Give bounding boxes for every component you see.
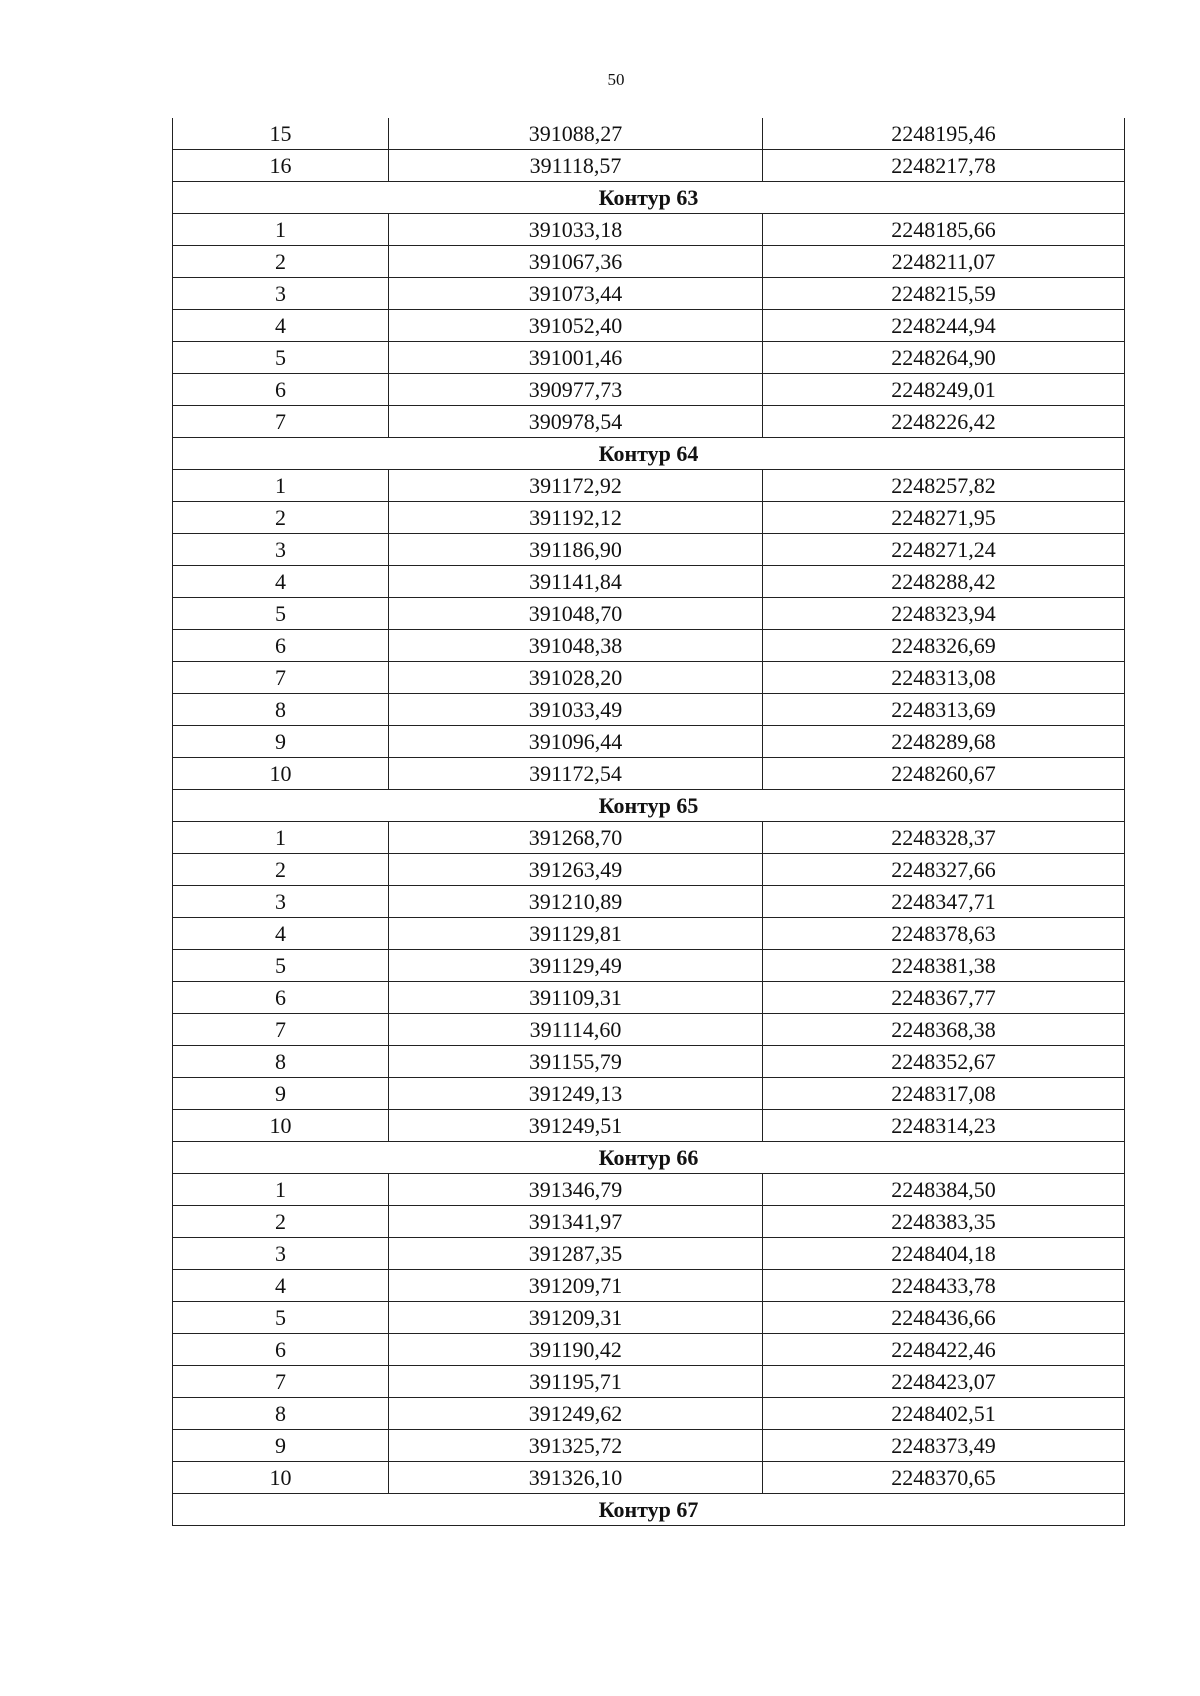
x-coordinate-cell: 391088,27: [389, 118, 763, 150]
table-row: [173, 1462, 1125, 1494]
y-coordinate-cell: 2248249,01: [763, 374, 1125, 406]
contour-title: Контур 63: [173, 182, 1125, 214]
point-number-cell: 6: [173, 374, 389, 406]
y-coordinate-cell: 2248211,07: [763, 246, 1125, 278]
table-row: [173, 982, 1125, 1014]
y-coordinate-cell: 2248402,51: [763, 1398, 1125, 1430]
x-coordinate-cell: 391172,54: [389, 758, 763, 790]
x-coordinate-cell: 391186,90: [389, 534, 763, 566]
table-row: [173, 470, 1125, 502]
x-coordinate-cell: 391118,57: [389, 150, 763, 182]
x-coordinate-cell: 391155,79: [389, 1046, 763, 1078]
x-coordinate-cell: 391346,79: [389, 1174, 763, 1206]
x-coordinate-cell: 391209,31: [389, 1302, 763, 1334]
x-coordinate-cell: 391129,81: [389, 918, 763, 950]
point-number-cell: 1: [173, 1174, 389, 1206]
table-row: [173, 310, 1125, 342]
x-coordinate-cell: 391096,44: [389, 726, 763, 758]
y-coordinate-cell: 2248271,24: [763, 534, 1125, 566]
y-coordinate-cell: 2248327,66: [763, 854, 1125, 886]
x-coordinate-cell: 391033,49: [389, 694, 763, 726]
x-coordinate-cell: 391249,13: [389, 1078, 763, 1110]
y-coordinate-cell: 2248317,08: [763, 1078, 1125, 1110]
point-number-cell: 10: [173, 1462, 389, 1494]
y-coordinate-cell: 2248226,42: [763, 406, 1125, 438]
point-number-cell: 6: [173, 982, 389, 1014]
table-row: [173, 1046, 1125, 1078]
table-row: [173, 1206, 1125, 1238]
table-row: [173, 278, 1125, 310]
y-coordinate-cell: 2248436,66: [763, 1302, 1125, 1334]
y-coordinate-cell: 2248215,59: [763, 278, 1125, 310]
table-row: [173, 246, 1125, 278]
point-number-cell: 3: [173, 886, 389, 918]
point-number-cell: 3: [173, 534, 389, 566]
x-coordinate-cell: 391341,97: [389, 1206, 763, 1238]
x-coordinate-cell: 391287,35: [389, 1238, 763, 1270]
table-row: [173, 1430, 1125, 1462]
x-coordinate-cell: 391172,92: [389, 470, 763, 502]
table-row: [173, 1270, 1125, 1302]
contour-header-row: [173, 182, 1125, 214]
y-coordinate-cell: 2248352,67: [763, 1046, 1125, 1078]
x-coordinate-cell: 391129,49: [389, 950, 763, 982]
point-number-cell: 4: [173, 918, 389, 950]
point-number-cell: 2: [173, 854, 389, 886]
x-coordinate-cell: 391209,71: [389, 1270, 763, 1302]
x-coordinate-cell: 391073,44: [389, 278, 763, 310]
x-coordinate-cell: 391028,20: [389, 662, 763, 694]
table-row: [173, 1334, 1125, 1366]
y-coordinate-cell: 2248367,77: [763, 982, 1125, 1014]
point-number-cell: 8: [173, 694, 389, 726]
y-coordinate-cell: 2248217,78: [763, 150, 1125, 182]
contour-title: Контур 65: [173, 790, 1125, 822]
y-coordinate-cell: 2248378,63: [763, 918, 1125, 950]
y-coordinate-cell: 2248323,94: [763, 598, 1125, 630]
y-coordinate-cell: 2248185,66: [763, 214, 1125, 246]
y-coordinate-cell: 2248257,82: [763, 470, 1125, 502]
x-coordinate-cell: 391325,72: [389, 1430, 763, 1462]
point-number-cell: 2: [173, 1206, 389, 1238]
x-coordinate-cell: 391048,70: [389, 598, 763, 630]
x-coordinate-cell: 391195,71: [389, 1366, 763, 1398]
point-number-cell: 4: [173, 310, 389, 342]
x-coordinate-cell: 391001,46: [389, 342, 763, 374]
y-coordinate-cell: 2248383,35: [763, 1206, 1125, 1238]
contour-header-row: [173, 790, 1125, 822]
table-row: [173, 598, 1125, 630]
y-coordinate-cell: 2248313,08: [763, 662, 1125, 694]
table-row: [173, 1366, 1125, 1398]
contour-header-row: [173, 1494, 1125, 1526]
table-row: [173, 854, 1125, 886]
point-number-cell: 7: [173, 406, 389, 438]
y-coordinate-cell: 2248244,94: [763, 310, 1125, 342]
point-number-cell: 10: [173, 758, 389, 790]
x-coordinate-cell: 391192,12: [389, 502, 763, 534]
table-row: [173, 1014, 1125, 1046]
x-coordinate-cell: 391263,49: [389, 854, 763, 886]
table-row: [173, 214, 1125, 246]
table-row: [173, 950, 1125, 982]
y-coordinate-cell: 2248314,23: [763, 1110, 1125, 1142]
point-number-cell: 4: [173, 1270, 389, 1302]
y-coordinate-cell: 2248264,90: [763, 342, 1125, 374]
table-row: [173, 1398, 1125, 1430]
table-row: [173, 726, 1125, 758]
table-row: [173, 662, 1125, 694]
point-number-cell: 1: [173, 822, 389, 854]
contour-title: Контур 64: [173, 438, 1125, 470]
x-coordinate-cell: 391052,40: [389, 310, 763, 342]
table-row: [173, 1302, 1125, 1334]
point-number-cell: 5: [173, 950, 389, 982]
table-row: [173, 630, 1125, 662]
point-number-cell: 8: [173, 1398, 389, 1430]
x-coordinate-cell: 391141,84: [389, 566, 763, 598]
table-row: [173, 534, 1125, 566]
point-number-cell: 9: [173, 1078, 389, 1110]
y-coordinate-cell: 2248288,42: [763, 566, 1125, 598]
table-row: [173, 342, 1125, 374]
contour-header-row: [173, 1142, 1125, 1174]
point-number-cell: 7: [173, 1014, 389, 1046]
point-number-cell: 5: [173, 1302, 389, 1334]
point-number-cell: 4: [173, 566, 389, 598]
y-coordinate-cell: 2248195,46: [763, 118, 1125, 150]
x-coordinate-cell: 391033,18: [389, 214, 763, 246]
table-row: [173, 1174, 1125, 1206]
x-coordinate-cell: 390978,54: [389, 406, 763, 438]
contour-header-row: [173, 438, 1125, 470]
y-coordinate-cell: 2248289,68: [763, 726, 1125, 758]
y-coordinate-cell: 2248433,78: [763, 1270, 1125, 1302]
point-number-cell: 5: [173, 342, 389, 374]
x-coordinate-cell: 391210,89: [389, 886, 763, 918]
y-coordinate-cell: 2248328,37: [763, 822, 1125, 854]
x-coordinate-cell: 391048,38: [389, 630, 763, 662]
y-coordinate-cell: 2248313,69: [763, 694, 1125, 726]
point-number-cell: 9: [173, 726, 389, 758]
table-row: [173, 758, 1125, 790]
point-number-cell: 1: [173, 470, 389, 502]
table-row: [173, 822, 1125, 854]
y-coordinate-cell: 2248271,95: [763, 502, 1125, 534]
point-number-cell: 7: [173, 1366, 389, 1398]
contour-title: Контур 67: [173, 1494, 1125, 1526]
table-row: [173, 118, 1125, 150]
x-coordinate-cell: 391109,31: [389, 982, 763, 1014]
table-row: [173, 150, 1125, 182]
x-coordinate-cell: 391326,10: [389, 1462, 763, 1494]
y-coordinate-cell: 2248384,50: [763, 1174, 1125, 1206]
point-number-cell: 7: [173, 662, 389, 694]
point-number-cell: 10: [173, 1110, 389, 1142]
table-row: [173, 374, 1125, 406]
point-number-cell: 16: [173, 150, 389, 182]
contour-title: Контур 66: [173, 1142, 1125, 1174]
point-number-cell: 3: [173, 278, 389, 310]
y-coordinate-cell: 2248423,07: [763, 1366, 1125, 1398]
point-number-cell: 2: [173, 502, 389, 534]
y-coordinate-cell: 2248381,38: [763, 950, 1125, 982]
y-coordinate-cell: 2248422,46: [763, 1334, 1125, 1366]
x-coordinate-cell: 391114,60: [389, 1014, 763, 1046]
page-number: 50: [607, 70, 625, 89]
table-row: [173, 694, 1125, 726]
x-coordinate-cell: 391268,70: [389, 822, 763, 854]
table-row: [173, 1238, 1125, 1270]
table-row: [173, 918, 1125, 950]
table-row: [173, 1110, 1125, 1142]
table-row: [173, 566, 1125, 598]
y-coordinate-cell: 2248404,18: [763, 1238, 1125, 1270]
point-number-cell: 1: [173, 214, 389, 246]
coordinates-table-body: [173, 118, 1125, 1526]
x-coordinate-cell: 390977,73: [389, 374, 763, 406]
x-coordinate-cell: 391249,62: [389, 1398, 763, 1430]
point-number-cell: 3: [173, 1238, 389, 1270]
y-coordinate-cell: 2248326,69: [763, 630, 1125, 662]
table-row: [173, 406, 1125, 438]
coordinates-table: [172, 118, 1125, 1526]
point-number-cell: 15: [173, 118, 389, 150]
y-coordinate-cell: 2248370,65: [763, 1462, 1125, 1494]
y-coordinate-cell: 2248260,67: [763, 758, 1125, 790]
table-row: [173, 886, 1125, 918]
point-number-cell: 5: [173, 598, 389, 630]
point-number-cell: 6: [173, 1334, 389, 1366]
table-row: [173, 1078, 1125, 1110]
x-coordinate-cell: 391190,42: [389, 1334, 763, 1366]
table-row: [173, 502, 1125, 534]
point-number-cell: 9: [173, 1430, 389, 1462]
point-number-cell: 2: [173, 246, 389, 278]
point-number-cell: 8: [173, 1046, 389, 1078]
x-coordinate-cell: 391249,51: [389, 1110, 763, 1142]
y-coordinate-cell: 2248347,71: [763, 886, 1125, 918]
y-coordinate-cell: 2248373,49: [763, 1430, 1125, 1462]
x-coordinate-cell: 391067,36: [389, 246, 763, 278]
point-number-cell: 6: [173, 630, 389, 662]
y-coordinate-cell: 2248368,38: [763, 1014, 1125, 1046]
